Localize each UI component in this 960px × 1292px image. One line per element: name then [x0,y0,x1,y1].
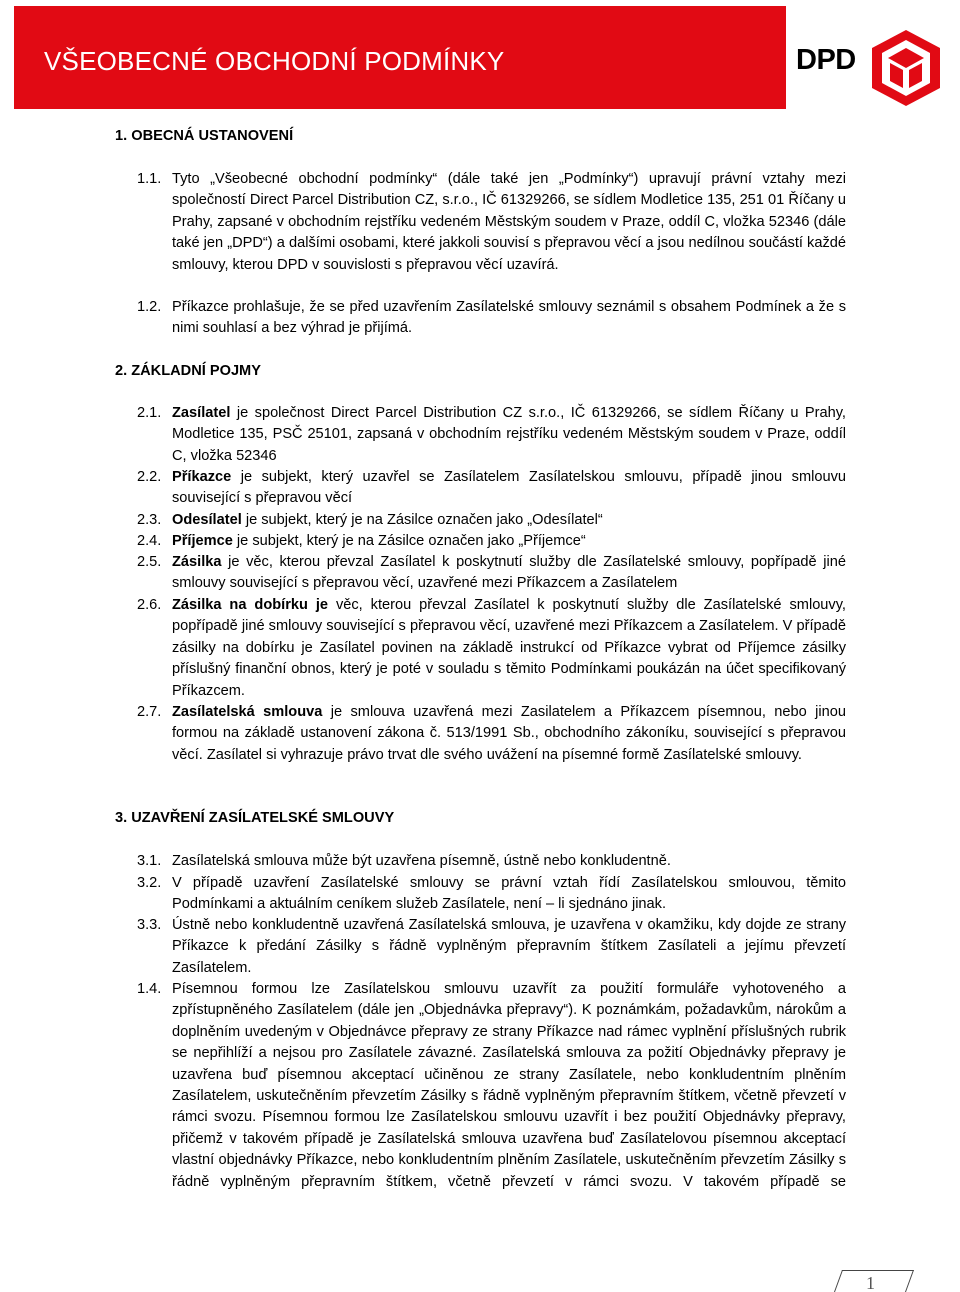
term: Příjemce [172,533,233,549]
definition-text [172,531,846,552]
clause-number: 3.3. [137,917,162,933]
term-description: je subjekt, který uzavřel se Zasílatelem Zasílatelskou smlouvu, případě jinou smlouvu související s přepravou věcí [172,469,846,507]
clause-number: 2.1. [137,405,162,421]
term: Zásilka [172,554,222,570]
term-description: je společnost Direct Parcel Distribution CZ s.r.o., IČ 61329266, se sídlem Říčany u Prahy, Modletice 135, PSČ 25101, zapsaná v obchodním rejstříku vedeném Městským soudem v Praze, oddíl C, vložka 52346 [172,405,846,464]
term: Zasílatelská smlouva [172,704,323,720]
clause-text: V případě uzavření Zasílatelské smlouvy se právní vztah řídí Zasílatelskou smlouvou, těmito Podmínkami a aktuálním ceníkem služeb Zasílatele, není – li sjednáno jinak. [172,875,846,913]
clause-number: 1.2. [137,299,162,315]
clause-number: 2.7. [137,704,162,720]
header-band [14,6,876,109]
term-description: je smlouva uzavřená mezi Zasilatelem a Příkazcem písemnou, nebo jinou formou na základě ustanovení zákona č. 513/1991 Sb., obchodního zákoníku, související s přepravou věcí. Zasílatel si vyhrazuje právo trvat dle svého uvážení na písemné formě Zasílatelské smlouvy. [172,704,846,763]
clause-number: 2.3. [137,512,162,528]
logo-text: DPD [796,44,856,76]
page-number: 1 [866,1273,875,1292]
section-heading: 1. OBECNÁ USTANOVENÍ [115,128,294,144]
term-description: věc, kterou převzal Zasílatel k poskytnutí služby dle Zasílatelské smlouvy, popřípadě jiné smlouvy související s přepravou věcí, uzavřené mezi Příkazcem a Zasílatelem. V případě zásilky na dobírku je Zasílatel povinen na základě instrukcí od Příkazce vybrat od Příjemce zásilky příslušný finanční obnos, který je poté v souladu s těmito Podmínkami poukázán na účet specifikovaný Příkazcem. [172,597,846,699]
term: Zasílatel [172,405,231,421]
clause-number: 1.1. [137,171,162,187]
term-description: je subjekt, který je na Zásilce označen jako „Příjemce“ [232,533,586,549]
clause-number: 2.2. [137,469,162,485]
definition-text [172,510,846,531]
term-description: je subjekt, který je na Zásilce označen jako „Odesílatel“ [241,512,603,528]
clause-number: 1.4. [137,981,162,997]
clause-text: Příkazce prohlašuje, že se před uzavřením Zasílatelské smlouvy seznámil s obsahem Podmínek a že s nimi souhlasí a bez výhrad je přijímá. [172,299,846,337]
dpd-cube-icon [868,26,944,110]
clause-text: Ústně nebo konkludentně uzavřená Zasílatelská smlouva, je uzavřena v okamžiku, kdy dojde ze strany Příkazce k předání Zásilky s řádně vyplněným přepravním štítkem Zasílateli a jejímu převzetí Zasílatelem. [172,917,846,976]
section-heading: 3. UZAVŘENÍ ZASÍLATELSKÉ SMLOUVY [115,810,395,826]
clause-text: Zasílatelská smlouva může být uzavřena písemně, ústně nebo konkludentně. [172,853,671,869]
section-heading: 2. ZÁKLADNÍ POJMY [115,363,261,379]
clause-number: 3.1. [137,853,162,869]
clause-number: 2.5. [137,554,162,570]
definition-text [172,467,846,510]
document-title: VŠEOBECNÉ OBCHODNÍ PODMÍNKY [44,46,505,76]
dpd-logo [786,0,960,114]
definition-text [172,595,846,702]
term-description: je věc, kterou převzal Zasílatel k poskytnutí služby dle Zasílatelské smlouvy, popřípadě jiné smlouvy související s přepravou věcí, uzavřené mezi Příkazcem a Zasílatelem [172,554,846,592]
clause-number: 2.4. [137,533,162,549]
clause-text: Písemnou formou lze Zasílatelskou smlouvu uzavřít za použití formuláře vyhotoveného a zpřístupněného Zasílatelem (dále jen „Objednávka přepravy“). K poznámkám, požadavkům, nárokům a doplněním uvedeným v Objednávce přepravy ze strany Příkazce nad rámec vyplnění příslušných rubrik se nepřihlíží a nejsou pro Zasílatele závazné. Zasílatelská smlouva za požití Objednávky přepravy je uzavřena buď písemnou akceptací učiněnou ze strany Zasílatele, nebo konkludentním plněním Zasílatelem, uskutečněním převzetím Zásilky s řádně vyplněným přepravním štítkem, včetně převzetí v rámci svozu. Písemnou formou lze Zasílatelskou smlouvu uzavřít i bez použití Objednávky přepravy, přičemž v takovém případě je Zasílatelská smlouva uzavřena buď Zasílatelovou písemnou akceptací vlastní objednávky Příkazce, nebo konkludentním plněním Zasílatele, uskutečněním převzetím Zásilky s řádně vyplněným přepravním štítkem, včetně převzetí v rámci svozu. V takovém případě se [172,981,846,1190]
term: Zásilka na dobírku je [172,597,329,613]
clause-number: 3.2. [137,875,162,891]
definition-text [172,403,846,467]
term: Příkazce [172,469,232,485]
definition-text [172,702,846,766]
clause-text: Tyto „Všeobecné obchodní podmínky“ (dále také jen „Podmínky“) upravují právní vztahy mezi společností Direct Parcel Distribution CZ, s.r.o., IČ 61329266, se sídlem Modletice 135, 251 01 Říčany u Prahy, zapsané v obchodním rejstříku vedeném Městským soudem v Praze, oddíl C, vložka 52346 (dále také jen „DPD“) a dalšími osobami, které jakkoli souvisí s přepravou věcí a jsou nedílnou součástí každé smlouvy, kterou DPD v souvislosti s přepravou věcí uzavírá. [172,171,846,273]
term: Odesílatel [172,512,242,528]
definition-text [172,552,846,595]
clause-number: 2.6. [137,597,162,613]
